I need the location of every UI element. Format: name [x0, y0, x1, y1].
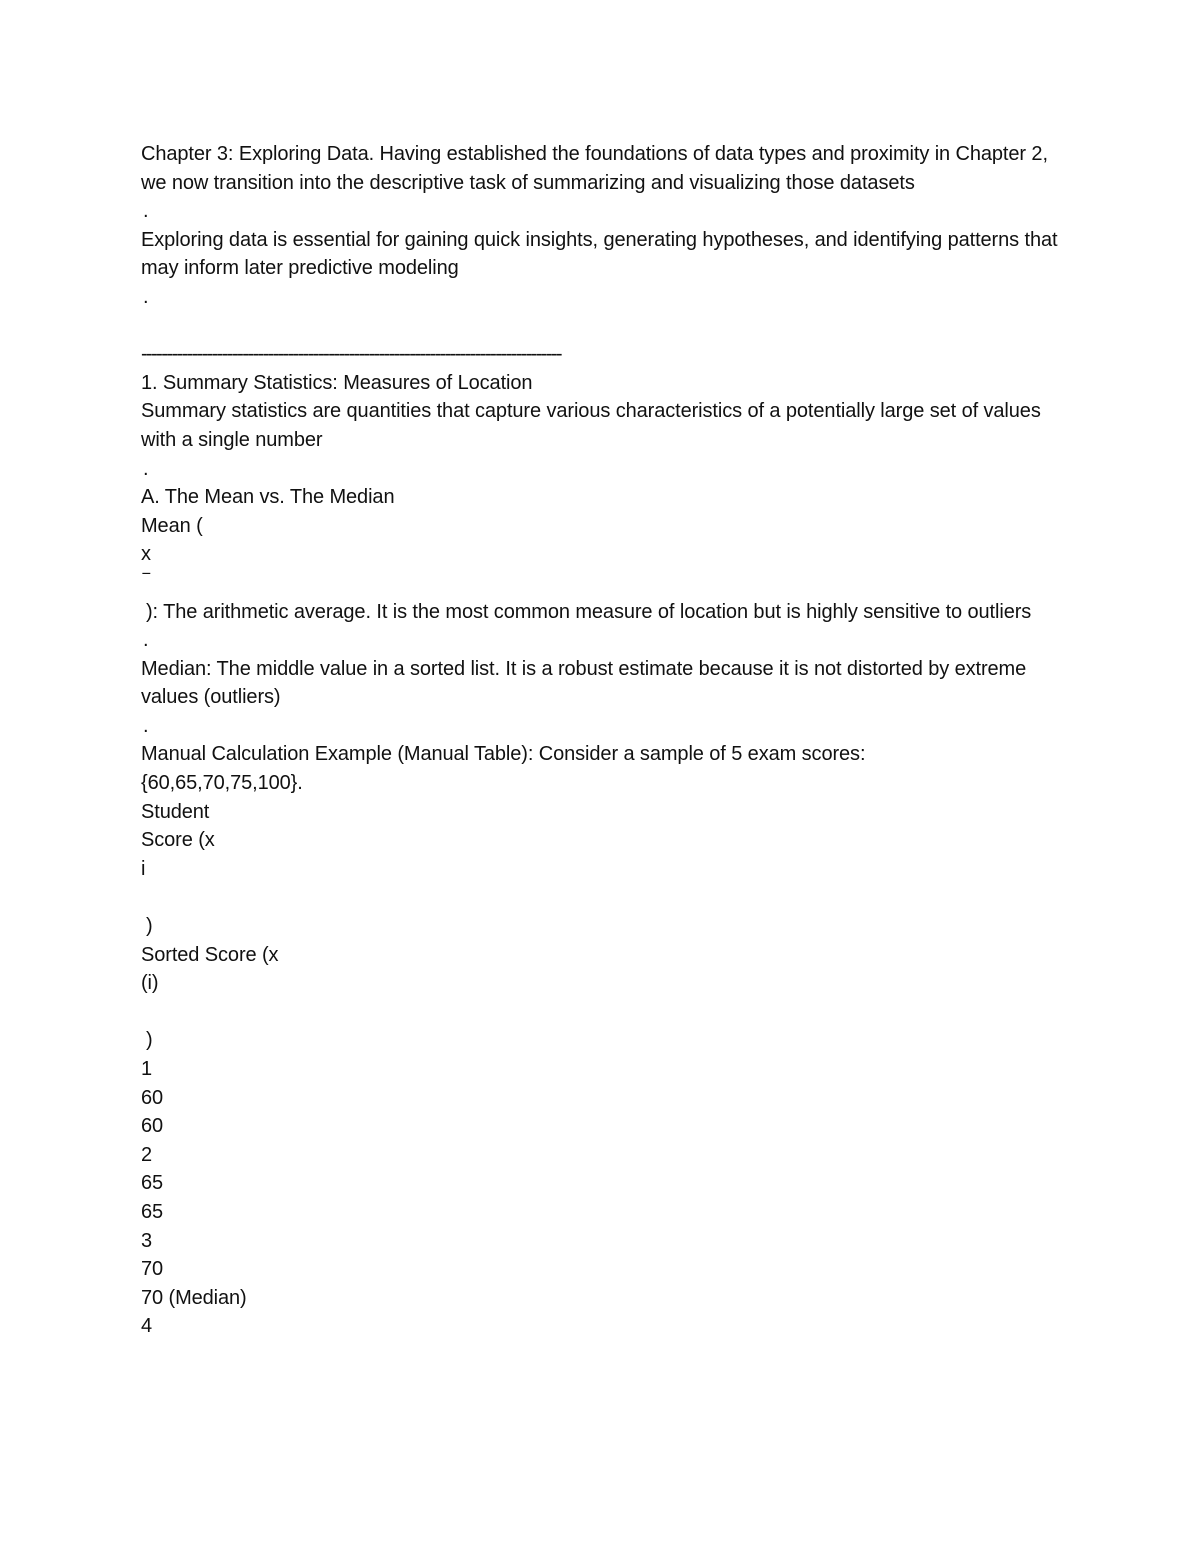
mean-definition: ): The arithmetic average. It is the most common measure of location but is highly sensitive to outliers: [146, 600, 1032, 623]
table-header-score: Score (x: [141, 829, 215, 852]
mean-symbol: x: [141, 543, 151, 566]
table-row-3-score: 70: [141, 1258, 164, 1281]
mean-label-open: Mean (: [141, 514, 203, 537]
section-separator: -----------------------------------------------------------------------------------: [141, 343, 561, 366]
table-header-score-subscript: i: [141, 857, 146, 880]
intro-paragraph-1: Chapter 3: Exploring Data. Having established the foundations of data types and proximity in Chapter 2, we now transition into the descriptive task of summarizing and visualizing those datasets: [141, 143, 1048, 194]
intro-paragraph-1-end: .: [143, 200, 149, 223]
document-body: [141, 140, 1071, 1341]
spacer: [141, 883, 1071, 912]
section-1-body: Summary statistics are quantities that capture various characteristics of a potentially large set of values with a single number: [141, 400, 1041, 451]
table-row-4-student: 4: [141, 1315, 153, 1338]
table-row-1-score: 60: [141, 1086, 164, 1109]
table-row-2-score: 65: [141, 1172, 164, 1195]
table-header-sorted: Sorted Score (x: [141, 943, 279, 966]
section-1-heading: 1. Summary Statistics: Measures of Location: [141, 371, 533, 394]
table-header-sorted-subscript: (i): [141, 972, 159, 995]
example-set: {60,65,70,75,100}.: [141, 772, 303, 795]
table-header-sorted-close: ): [146, 1029, 153, 1052]
table-row-2-sorted: 65: [141, 1200, 164, 1223]
table-header-student: Student: [141, 800, 210, 823]
intro-paragraph-2: Exploring data is essential for gaining quick insights, generating hypotheses, and identifying patterns that may inform later predictive modeling: [141, 228, 1058, 280]
mean-definition-end: .: [143, 629, 149, 652]
spacer: [141, 998, 1071, 1027]
median-definition: Median: The middle value in a sorted list. It is a robust estimate because it is not distorted by extreme values (outliers): [141, 657, 1027, 709]
table-row-1-sorted: 60: [141, 1115, 164, 1138]
spacer: [141, 312, 1071, 341]
table-row-2-student: 2: [141, 1143, 153, 1166]
table-header-score-close: ): [146, 915, 153, 938]
section-1-body-end: .: [143, 457, 149, 480]
median-definition-end: .: [143, 714, 149, 737]
subsection-a-heading: A. The Mean vs. The Median: [141, 486, 395, 509]
mean-bar-symbol: ‾: [143, 571, 150, 594]
example-intro: Manual Calculation Example (Manual Table): Consider a sample of 5 exam scores:: [141, 743, 866, 766]
table-row-3-student: 3: [141, 1229, 153, 1252]
table-row-3-sorted: 70 (Median): [141, 1286, 247, 1309]
intro-paragraph-2-end: .: [143, 285, 149, 308]
table-row-1-student: 1: [141, 1058, 153, 1080]
